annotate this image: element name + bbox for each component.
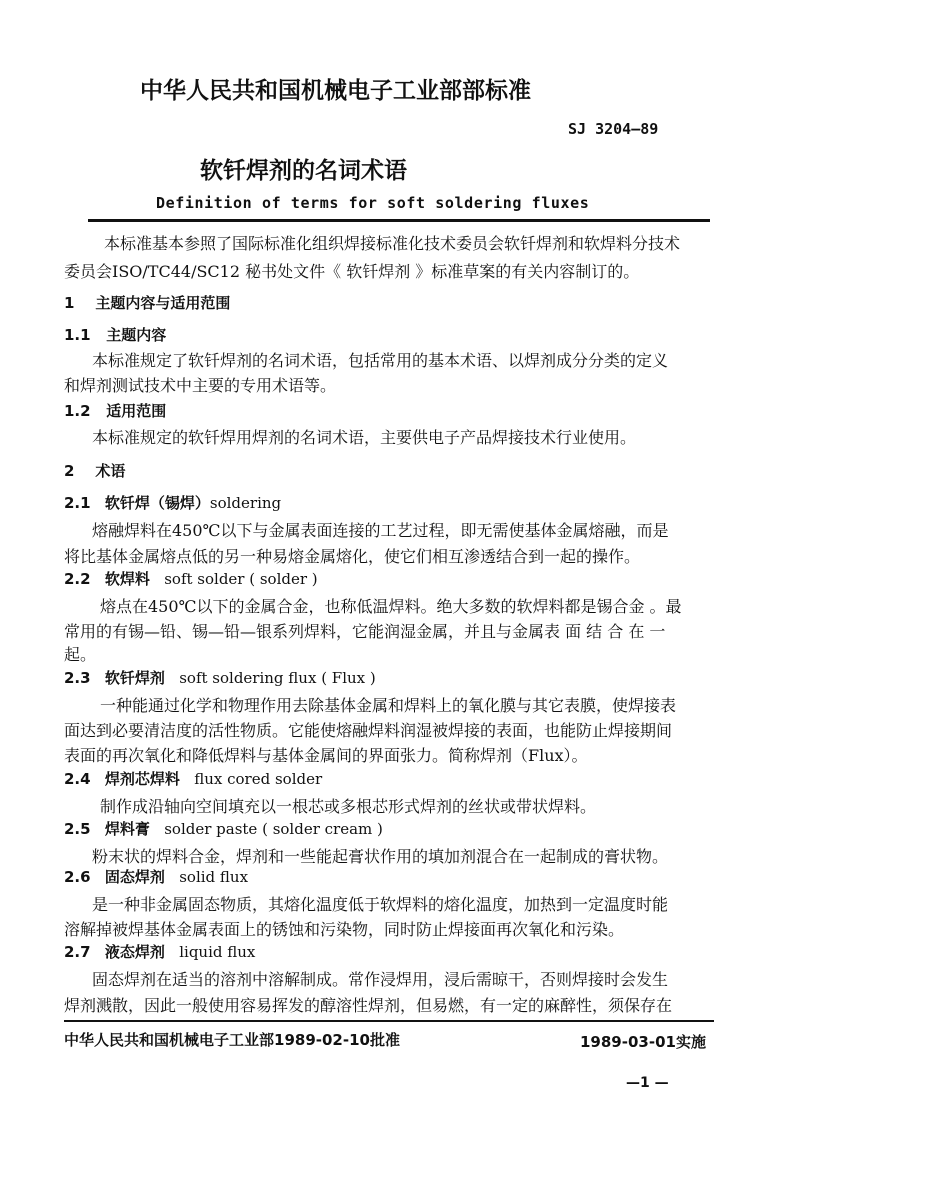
term-2-7-line-1: 固态焊剂在适当的溶剂中溶解制成。常作浸焊用，浸后需晾干，否则焊接时会发生 — [92, 970, 669, 989]
intro-line-1: 本标准基本参照了国际标准化组织焊接标准化技术委员会软钎焊剂和软焊料分技术 — [104, 234, 681, 253]
term-name: 液态焊剂 — [104, 943, 165, 961]
footer-rule — [64, 1020, 714, 1022]
term-2-2-heading — [64, 568, 318, 589]
section-number: 1 — [64, 294, 75, 312]
term-2-3-line-2: 面达到必要清洁度的活性物质。它能使熔融焊料润湿被焊接的表面，也能防止焊接期间 — [64, 721, 673, 740]
term-2-6-line-2: 溶解掉被焊基体金属表面上的锈蚀和污染物，同时防止焊接面再次氧化和污染。 — [64, 920, 625, 939]
term-2-2-line-3: 起。 — [64, 645, 97, 664]
term-english: flux cored solder — [194, 770, 323, 788]
term-name: 固态焊剂 — [104, 868, 165, 886]
section-1-2-line-1: 本标准规定的软钎焊用焊剂的名词术语，主要供电子产品焊接技术行业使用。 — [92, 428, 637, 447]
term-2-5-heading — [64, 818, 383, 839]
section-number: 2 — [64, 462, 75, 480]
term-2-6-line-1: 是一种非金属固态物质，其熔化温度低于软焊料的熔化温度，加热到一定温度时能 — [92, 895, 669, 914]
section-title: 主题内容 — [106, 326, 167, 344]
term-2-6-heading — [64, 866, 248, 887]
effective-date: 1989-03-01实施 — [580, 1033, 706, 1051]
section-title: 术语 — [95, 462, 126, 480]
term-english: soft solder ( solder ) — [164, 570, 318, 588]
term-2-3-line-1: 一种能通过化学和物理作用去除基体金属和焊料上的氧化膜与其它表膜，使焊接表 — [100, 696, 677, 715]
section-title: 主题内容与适用范围 — [95, 294, 231, 312]
section-number: 1.2 — [64, 402, 91, 420]
section-1-1-heading — [64, 324, 166, 345]
ministry-standard-heading: 中华人民共和国机械电子工业部部标准 — [140, 78, 531, 104]
approval-statement: 中华人民共和国机械电子工业部1989-02-10批准 — [64, 1031, 400, 1049]
term-english: solder paste ( solder cream ) — [164, 820, 383, 838]
section-number: 1.1 — [64, 326, 91, 344]
term-number: 2.1 — [64, 494, 91, 512]
term-number: 2.4 — [64, 770, 91, 788]
term-number: 2.6 — [64, 868, 91, 886]
term-number: 2.7 — [64, 943, 91, 961]
term-name: 焊剂芯焊料 — [104, 770, 180, 788]
term-number: 2.5 — [64, 820, 91, 838]
term-english: liquid flux — [179, 943, 256, 961]
term-english: solid flux — [179, 868, 249, 886]
document-title-cn: 软钎焊剂的名词术语 — [200, 158, 407, 184]
term-2-7-line-2: 焊剂溅散，因此一般使用容易挥发的醇溶性焊剂，但易燃，有一定的麻醉性，须保存在 — [64, 996, 673, 1015]
page-number: —1 — — [626, 1075, 669, 1091]
term-english: soldering — [209, 494, 282, 512]
term-2-4-line-1: 制作成沿轴向空间填充以一根芯或多根芯形式焊剂的丝状或带状焊料。 — [100, 797, 597, 816]
section-1-1-line-2: 和焊剂测试技术中主要的专用术语等。 — [64, 376, 337, 395]
term-2-1-line-1: 熔融焊料在450℃以下与金属表面连接的工艺过程，即无需使基体金属熔融，而是 — [92, 521, 669, 540]
term-number: 2.2 — [64, 570, 91, 588]
section-1-heading — [64, 292, 230, 313]
term-2-5-line-1: 粉末状的焊料合金，焊剂和一些能起膏状作用的填加剂混合在一起制成的膏状物。 — [92, 847, 669, 866]
term-2-7-heading — [64, 941, 255, 962]
header-rule — [88, 219, 710, 222]
section-title: 适用范围 — [106, 402, 167, 420]
term-number: 2.3 — [64, 669, 91, 687]
term-name: 软钎焊（锡焊） — [104, 494, 210, 512]
term-2-3-line-3: 表面的再次氧化和降低焊料与基体金属间的界面张力。简称焊剂（Flux）。 — [64, 746, 588, 765]
term-name: 软焊料 — [104, 570, 150, 588]
term-name: 软钎焊剂 — [104, 669, 165, 687]
intro-line-2: 委员会ISO/TC44/SC12 秘书处文件《 软钎焊剂 》标准草案的有关内容制订的。 — [64, 262, 640, 281]
section-1-1-line-1: 本标准规定了软钎焊剂的名词术语，包括常用的基本术语、以焊剂成分分类的定义 — [92, 351, 669, 370]
term-name: 焊料膏 — [104, 820, 150, 838]
section-1-2-heading — [64, 400, 166, 421]
section-2-heading — [64, 460, 125, 481]
term-2-2-line-2: 常用的有锡—铅、锡—铅—银系列焊料，它能润湿金属，并且与金属表 面 结 合 在 一 — [64, 622, 666, 641]
term-2-1-heading — [64, 492, 281, 513]
term-english: soft soldering flux ( Flux ) — [179, 669, 376, 687]
term-2-1-line-2: 将比基体金属熔点低的另一种易熔金属熔化，使它们相互渗透结合到一起的操作。 — [64, 547, 641, 566]
term-2-2-line-1: 熔点在450℃以下的金属合金，也称低温焊料。绝大多数的软焊料都是锡合金 。最 — [100, 597, 682, 616]
standard-code: SJ 3204—89 — [568, 120, 659, 138]
document-title-en: Definition of terms for soft soldering fluxes — [156, 194, 590, 212]
term-2-4-heading — [64, 768, 322, 789]
term-2-3-heading — [64, 667, 376, 688]
